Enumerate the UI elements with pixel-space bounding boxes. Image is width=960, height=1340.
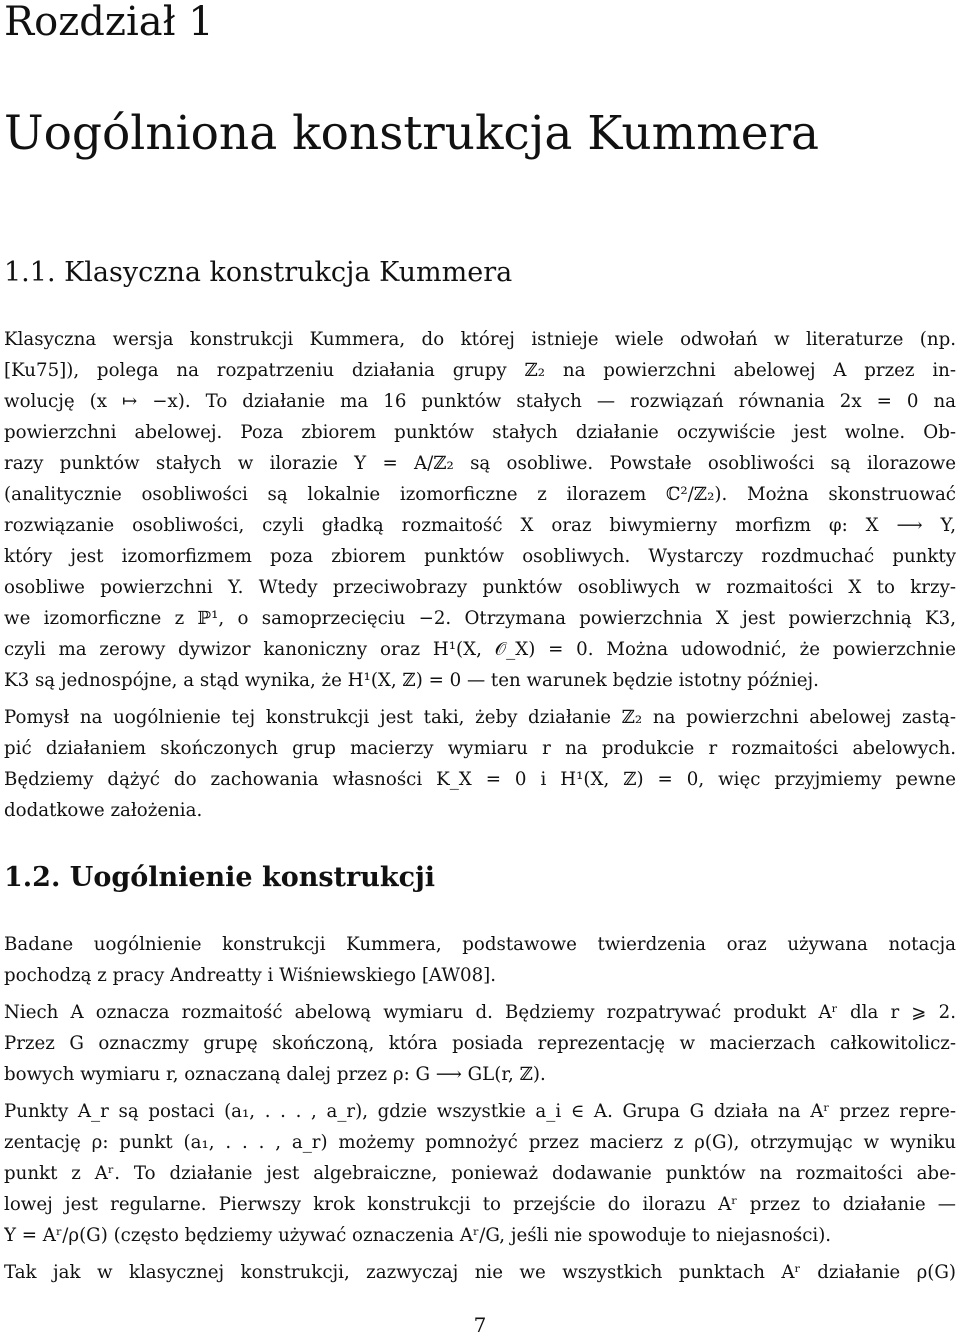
paragraph-line: K3 są jednospójne, a stąd wynika, że H¹(X, ℤ) = 0 — ten warunek będzie istotny później. [4,670,819,691]
chapter-title: Uogólniona konstrukcja Kummera [4,106,820,161]
paragraph-line: czyli ma zerowy dywizor kanoniczny oraz H¹(X, 𝒪_X) = 0. Można udowodnić, że powierzchnie [4,639,956,660]
paragraph-line: osobliwe powierzchni Y. Wtedy przeciwobrazy punktów osobliwych w rozmaitości X to krzy- [4,577,956,598]
paragraph-line: [Ku75]), polega na rozpatrzeniu działania grupy ℤ₂ na powierzchni abelowej A przez in- [4,360,956,381]
paragraph-line: (analitycznie osobliwości są lokalnie izomorficzne z ilorazem ℂ²/ℤ₂). Można skonstruować [4,484,956,505]
paragraph-line: rozwiązanie osobliwości, czyli gładką rozmaitość X oraz biwymierny morfizm φ: X ⟶ Y, [4,515,956,536]
paragraph-line: powierzchni abelowej. Poza zbiorem punktów stałych działanie oczywiście jest wolne. Ob- [4,422,956,443]
paragraph-line: punkt z Aʳ. To działanie jest algebraiczne, ponieważ dodawanie punktów na rozmaitości abe- [4,1163,956,1184]
paragraph-line: Pomysł na uogólnienie tej konstrukcji jest taki, żeby działanie ℤ₂ na powierzchni abelowej zastą- [4,707,956,728]
chapter-label: Rozdział 1 [4,0,214,45]
paragraph-line: lowej jest regularne. Pierwszy krok konstrukcji to przejście do ilorazu Aʳ przez to działanie — [4,1194,956,1215]
paragraph-line: Klasyczna wersja konstrukcji Kummera, do której istnieje wiele odwołań w literaturze (np. [4,329,956,350]
paragraph-line: Tak jak w klasycznej konstrukcji, zazwyczaj nie we wszystkich punktach Aʳ działanie ρ(G) [4,1262,956,1283]
section-heading-1-2: 1.2. Uogólnienie konstrukcji [4,862,436,893]
paragraph-line: wolucję (x ↦ −x). To działanie ma 16 punktów stałych — rozwiązań równania 2x = 0 na [4,391,956,412]
paragraph-line: Punkty A_r są postaci (a₁, . . . , a_r), gdzie wszystkie a_i ∈ A. Grupa G działa na Aʳ przez repre- [4,1101,956,1122]
paragraph-line: razy punktów stałych w ilorazie Y = A/ℤ₂ są osobliwe. Powstałe osobliwości są ilorazowe [4,453,956,474]
paragraph-line: który jest izomorfizmem poza zbiorem punktów osobliwych. Wystarczy rozdmuchać punkty [4,546,956,567]
paragraph-line: dodatkowe założenia. [4,800,203,821]
paragraph-line: Niech A oznacza rozmaitość abelową wymiaru d. Będziemy rozpatrywać produkt Aʳ dla r ⩾ 2. [4,1002,956,1023]
paragraph-line: pochodzą z pracy Andreatty i Wiśniewskiego [AW08]. [4,965,497,986]
section-heading-1-1: 1.1. Klasyczna konstrukcja Kummera [4,257,513,288]
page-number: 7 [473,1313,487,1337]
paragraph-line: bowych wymiaru r, oznaczaną dalej przez ρ: G ⟶ GL(r, ℤ). [4,1064,546,1085]
paragraph-line: Badane uogólnienie konstrukcji Kummera, podstawowe twierdzenia oraz używana notacja [4,934,956,955]
paragraph-line: we izomorficzne z ℙ¹, o samoprzecięciu −2. Otrzymana powierzchnia X jest powierzchnią K3, [4,608,956,629]
paragraph-line: Przez G oznaczmy grupę skończoną, która posiada reprezentację w macierzach całkowitolicz- [4,1033,956,1054]
paragraph-line: Y = Aʳ/ρ(G) (często będziemy używać oznaczenia Aʳ/G, jeśli nie spowoduje to niejasności). [4,1225,832,1246]
paragraph-line: zentację ρ: punkt (a₁, . . . , a_r) możemy pomnożyć przez macierz z ρ(G), otrzymując w wyniku [4,1132,956,1153]
paragraph-line: Będziemy dążyć do zachowania własności K_X = 0 i H¹(X, ℤ) = 0, więc przyjmiemy pewne [4,769,956,790]
paragraph-line: pić działaniem skończonych grup macierzy wymiaru r na produkcie r rozmaitości abelowych. [4,738,956,759]
